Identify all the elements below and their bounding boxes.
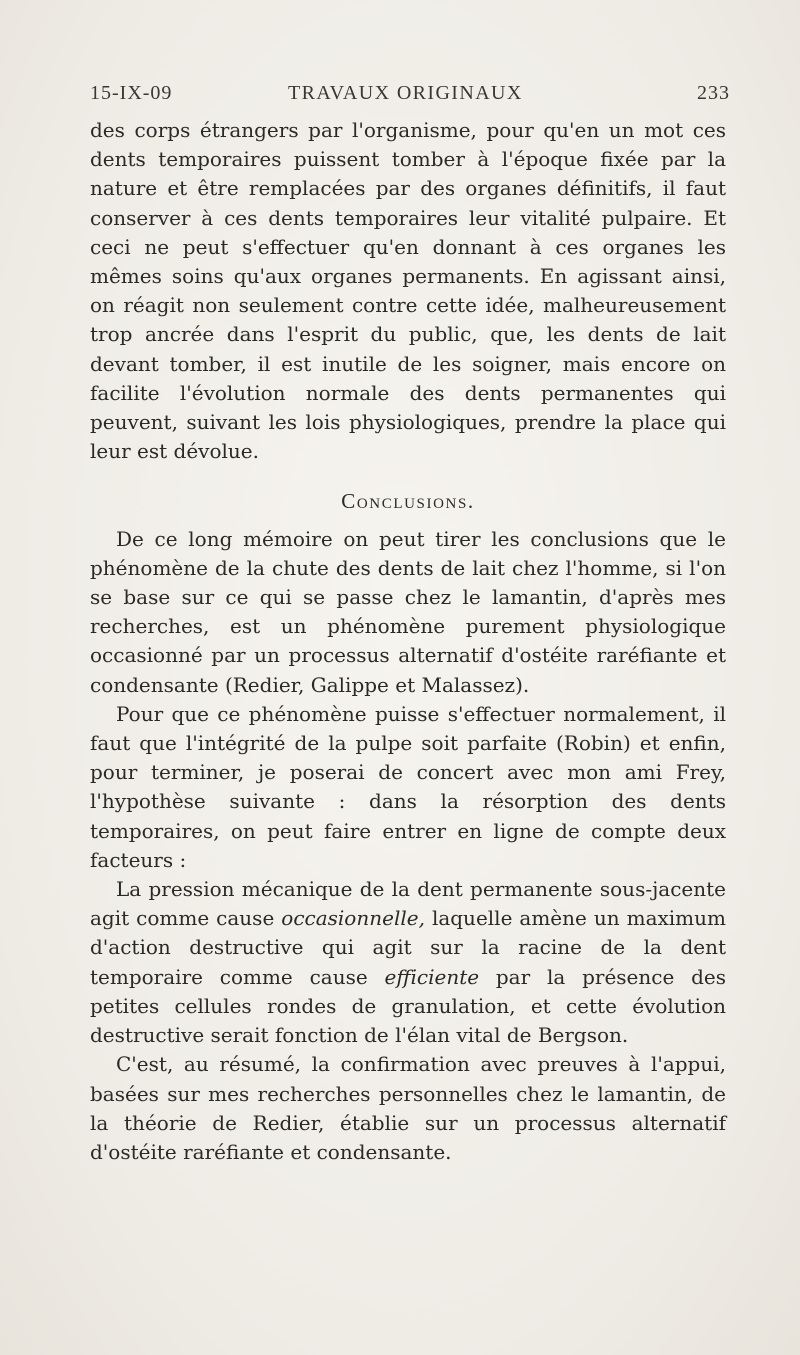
running-header [90, 82, 730, 112]
header-title: TRAVAUX ORIGINAUX [288, 82, 523, 104]
paragraph-continuation: des corps étrangers par l'organisme, pour qu'en un mot ces dents temporaires puissent tomber à l'époque fixée par la nature et être remplacées par des organes définitifs, il faut conserver à ces dents temporaires leur vitalité pulpaire. Et ceci ne peut s'effectuer qu'en donnant à ces organes les mêmes soins qu'aux organes permanents. En agissant ainsi, on réagit non seulement contre cette idée, malheureusement trop ancrée dans l'esprit du public, que, les dents de lait devant tomber, il est inutile de les soigner, mais encore on facilite l'évolution normale des dents permanentes qui peuvent, suivant les lois physiologiques, prendre la place qui leur est dévolue. [90, 118, 726, 464]
paragraph-text-part: par la présence des petites cellules rondes de granulation, et cette évolution destructive serait fonction de l'élan vital de Bergson. [90, 964, 727, 1048]
italic-term-efficiente: efficiente [384, 964, 480, 989]
paragraph-conclusion-4: C'est, au résumé, la confirmation avec preuves à l'appui, basées sur mes recherches personnelles chez le lamantin, de la théorie de Redier, établie sur un processus alternatif d'ostéite raréfiante et condensante. [90, 1052, 726, 1164]
paragraph-conclusion-3 [90, 875, 726, 1050]
paragraph-text-part: La pression mécanique de la dent permanente sous-jacente agit comme cause [90, 877, 726, 931]
section-heading: Conclusions. [341, 489, 475, 514]
italic-term-occasionnelle: occasionnelle, [281, 906, 425, 931]
page-number: 233 [697, 82, 730, 104]
paragraph-conclusion-2: Pour que ce phénomène puisse s'effectuer normalement, il faut que l'intégrité de la pulpe soit parfaite (Robin) et enfin, pour terminer, je poserai de concert avec mon ami Frey, l'hypothèse suivante : dans la résorption des dents temporaires, on peut faire entrer en ligne de compte deux facteurs : [90, 701, 726, 872]
paragraph-conclusion-1: De ce long mémoire on peut tirer les conclusions que le phénomène de la chute des dents de lait chez l'homme, si l'on se base sur ce qui se passe chez le lamantin, d'après mes recherches, est un phénomène purement physiologique occasionné par un processus alternatif d'ostéite raréfiante et condensante (Redier, Galippe et Malassez). [90, 526, 726, 697]
body-text [90, 116, 726, 1167]
header-date: 15-IX-09 [90, 82, 173, 104]
paragraph-text-part: laquelle amène un maximum d'action destructive qui agit sur la racine de la dent temporaire comme cause [90, 906, 726, 989]
